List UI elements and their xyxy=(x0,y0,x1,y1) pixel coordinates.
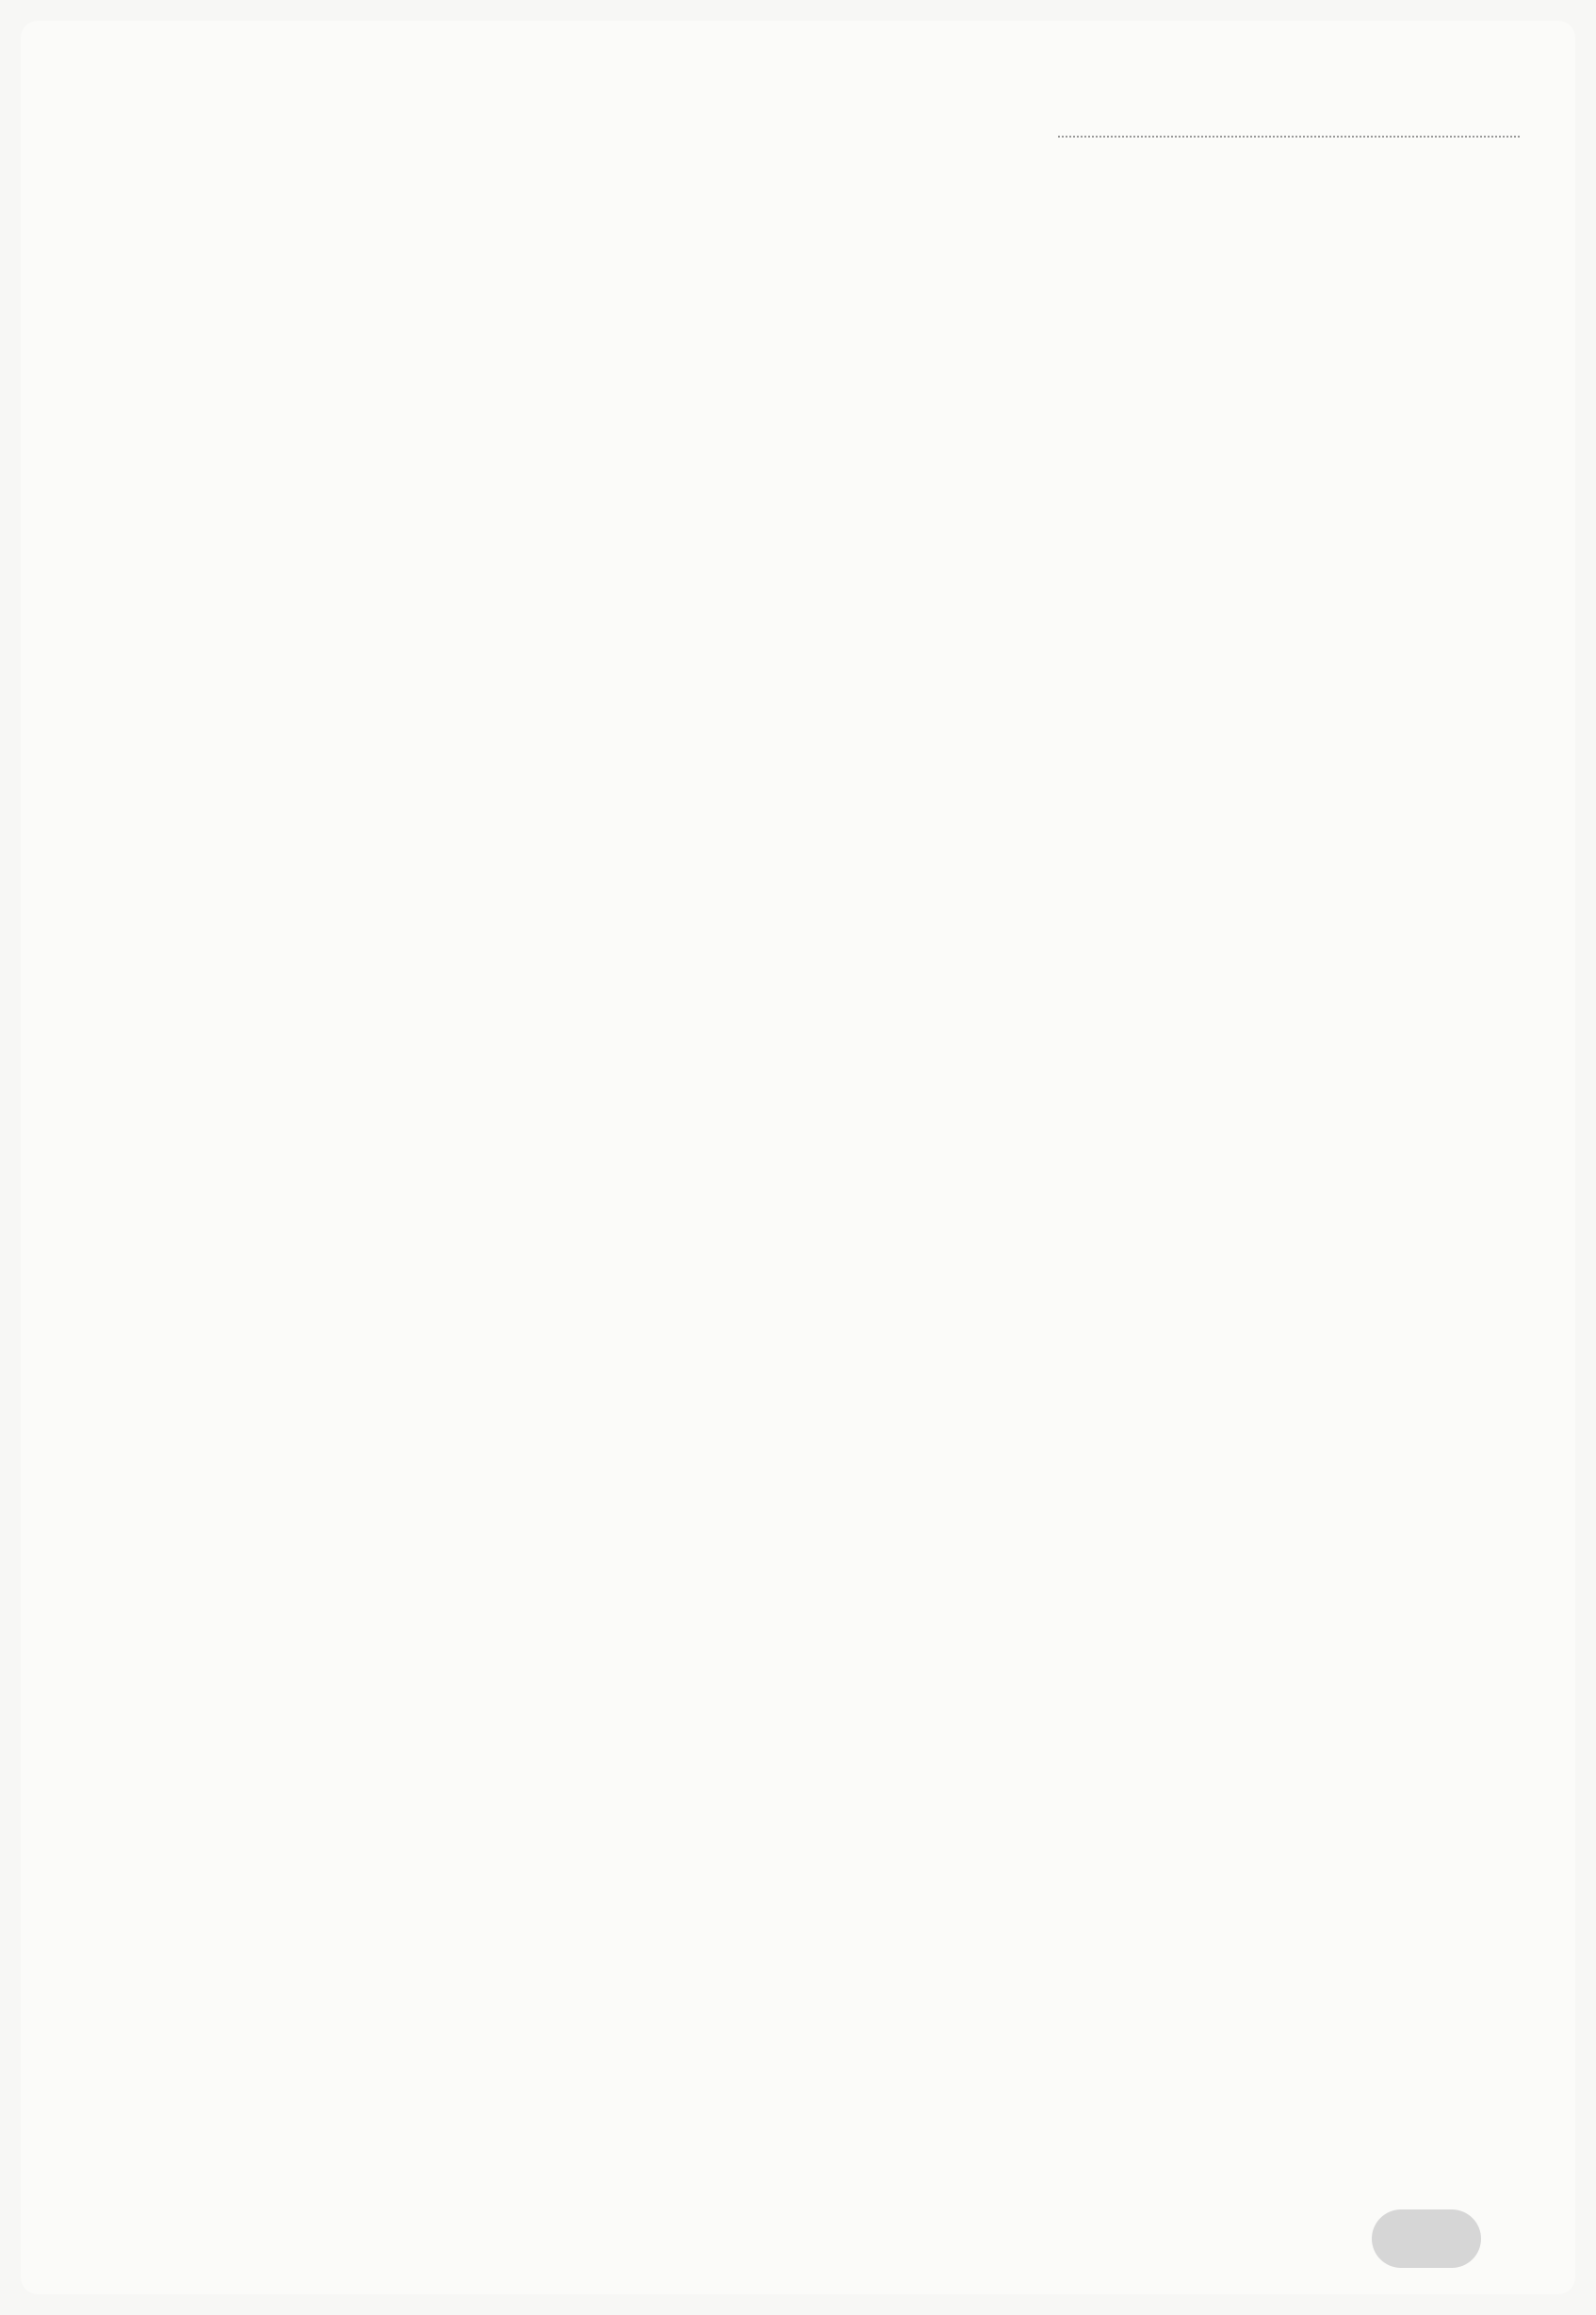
header-rule xyxy=(1058,136,1520,138)
page-background xyxy=(21,21,1575,2294)
page-number xyxy=(1372,2209,1481,2268)
series-title-cn xyxy=(1002,30,1032,83)
series-logo xyxy=(987,26,1534,149)
